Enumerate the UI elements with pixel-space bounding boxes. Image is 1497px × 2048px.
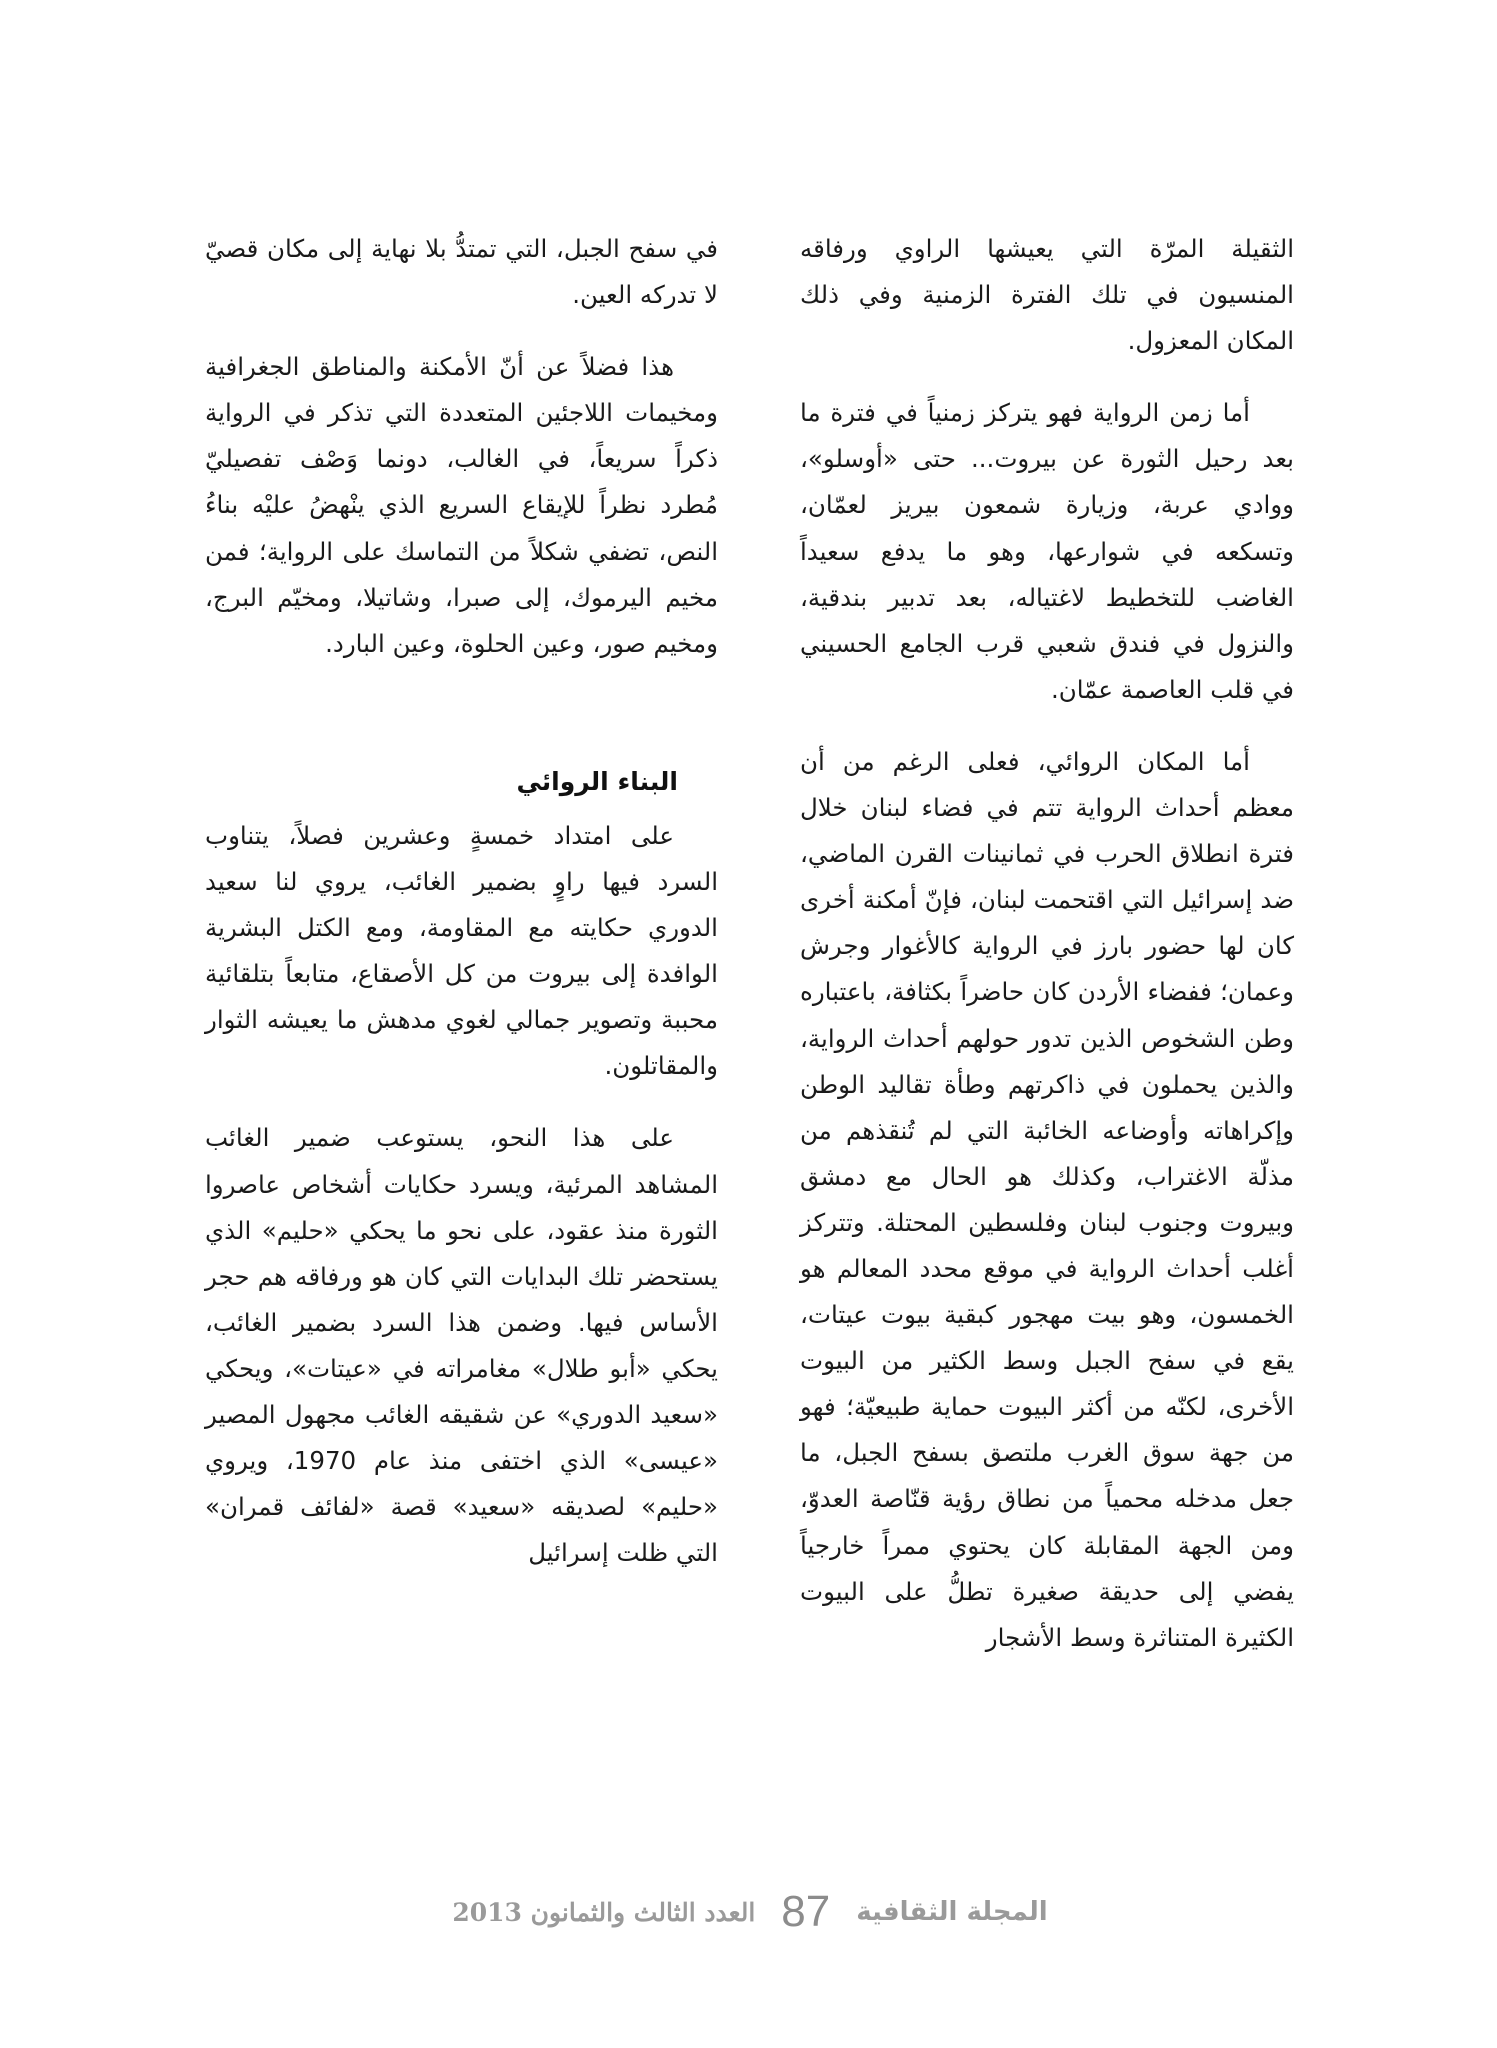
- paragraph: على هذا النحو، يستوعب ضمير الغائب المشاهد المرئية، ويسرد حكايات أشخاص عاصروا الثورة منذ عقود، على نحو ما يحكي «حليم» الذي يستحضر تلك البدايات التي كان هو ورفاقه هم حجر الأساس فيها. وضمن هذا السرد بضمير الغائب، يحكي «أبو طلال» مغامراته في «عيتات»، ويحكي «سعيد الدوري» عن شقيقه الغائب مجهول المصير «عيسى» الذي اختفى منذ عام 1970، ويروي «حليم» لصديقه «سعيد» قصة «لفائف قمران» التي ظلت إسرائيل: [205, 1123, 718, 1568]
- paragraph: أما المكان الروائي، فعلى الرغم من أن معظم أحداث الرواية تتم في فضاء لبنان خلال فترة انطلاق الحرب في ثمانينات القرن الماضي، ضد إسرائيل التي اقتحمت لبنان، فإنّ أمكنة أخرى كان لها حضور بارز في الرواية كالأغوار وجرش وعمان؛ ففضاء الأردن كان حاضراً بكثافة، باعتباره وطن الشخوص الذين تدور حولهم أحداث الرواية، والذين يحملون في ذاكرتهم وطأة تقاليد الوطن وإكراهاته وأوضاعه الخائبة التي لم تُنقذهم من مذلّة الاغتراب، وكذلك هو الحال مع دمشق وبيروت وجنوب لبنان وفلسطين المحتلة. وتتركز أغلب أحداث الرواية في موقع محدد المعالم هو الخمسون، وهو بيت مهجور كبقية بيوت عيتات، يقع في سفح الجبل وسط الكثير من البيوت الأخرى، لكنّه من أكثر البيوت حماية طبيعيّة؛ فهو من جهة سوق الغرب ملتصق بسفح الجبل، ما جعل مدخله محمياً من نطاق رؤية قنّاصة العدوّ، ومن الجهة المقابلة كان يحتوي ممراً خارجياً يفضي إلى حديقة صغيرة تطلُّ على البيوت الكثيرة المتناثرة وسط الأشجار: [800, 746, 1294, 1652]
- paragraph: في سفح الجبل، التي تمتدُّ بلا نهاية إلى مكان قصيّ لا تدركه العين.: [205, 234, 718, 310]
- paragraph: الثقيلة المرّة التي يعيشها الراوي ورفاقه المنسيون في تلك الفترة الزمنية وفي ذلك المكان المعزول.: [800, 234, 1294, 356]
- right-text-column: [800, 226, 1294, 1687]
- magazine-brand: المجلة الثقافية: [856, 1897, 1048, 1927]
- issue-label: العدد الثالث والثمانون 2013: [452, 1897, 756, 1927]
- left-text-column: [205, 226, 718, 1602]
- paragraph: على امتداد خمسةٍ وعشرين فصلاً، يتناوب السرد فيها راوٍ بضمير الغائب، يروي لنا سعيد الدوري حكايته مع المقاومة، ومع الكتل البشرية الوافدة إلى بيروت من كل الأصقاع، متابعاً بتلقائية محببة وتصوير جمالي لغوي مدهش ما يعيشه الثوار والمقاتلون.: [205, 820, 718, 1081]
- paragraph: أما زمن الرواية فهو يتركز زمنياً في فترة ما بعد رحيل الثورة عن بيروت... حتى «أوسلو»، ووادي عربة، وزيارة شمعون بيريز لعمّان، وتسكعه في شوارعها، وهو ما يدفع سعيداً الغاضب للتخطيط لاغتياله، بعد تدبير بندقية، والنزول في فندق شعبي قرب الجامع الحسيني في قلب العاصمة عمّان.: [800, 398, 1294, 704]
- paragraph: هذا فضلاً عن أنّ الأمكنة والمناطق الجغرافية ومخيمات اللاجئين المتعددة التي تذكر في الرواية ذكراً سريعاً، في الغالب، دونما وَصْف تفصيليّ مُطرد نظراً للإيقاع السريع الذي ينْهضُ عليْه بناءُ النص، تضفي شكلاً من التماسك على الرواية؛ فمن مخيم اليرموك، إلى صبرا، وشاتيلا، ومخيّم البرج، ومخيم صور، وعين الحلوة، وعين البارد.: [205, 352, 718, 658]
- page-number: 87: [781, 1887, 831, 1936]
- page-footer: [430, 1882, 1070, 1942]
- section-heading: البناء الروائي: [516, 766, 678, 796]
